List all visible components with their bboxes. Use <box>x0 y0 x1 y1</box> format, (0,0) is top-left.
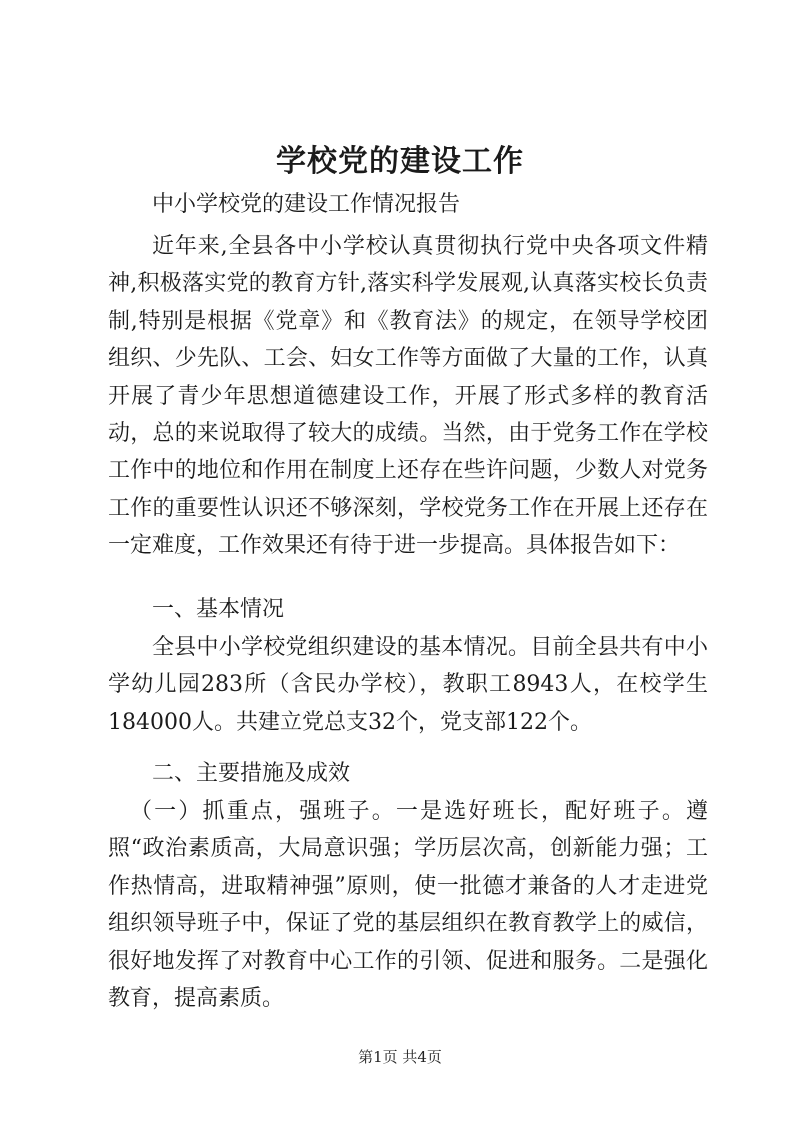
page-footer: 第1页 共4页 <box>358 1048 442 1066</box>
intro-paragraph: 近年来,全县各中小学校认真贯彻执行党中央各项文件精神,积极落实党的教育方针,落实科学发展观,认真落实校长负责制,特别是根据《党章》和《教育法》的规定，在领导学校团组织、少先队、工会、妇女工作等方面做了大量的工作，认真开展了青少年思想道德建设工作，开展了形式多样的教育活动，总的来说取得了较大的成绩。当然，由于党务工作在学校工作中的地位和作用在制度上还存在些许问题，少数人对党务工作的重要性认识还不够深刻，学校党务工作在开展上还存在一定难度，工作效果还有待于进一步提高。具体报告如下： <box>108 234 708 559</box>
section-heading-measures: 二、主要措施及成效 <box>152 761 351 786</box>
document-subtitle: 中小学校党的建设工作情况报告 <box>152 192 461 217</box>
section-heading-basic: 一、基本情况 <box>152 597 285 622</box>
section-body-basic: 全县中小学校党组织建设的基本情况。目前全县共有中小学幼儿园283所（含民办学校），教职工8943人，在校学生184000人。共建立党总支32个，党支部122个。 <box>108 635 708 735</box>
section-body-measures: （一）抓重点，强班子。一是选好班长，配好班子。遵照“政治素质高，大局意识强；学历层次高，创新能力强；工作热情高，进取精神强”原则，使一批德才兼备的人才走进党组织领导班子中，保证了党的基层组织在教育教学上的威信，很好地发挥了对教育中心工作的引领、促进和服务。二是强化教育，提高素质。 <box>108 799 708 1012</box>
document-title: 学校党的建设工作 <box>276 144 524 179</box>
